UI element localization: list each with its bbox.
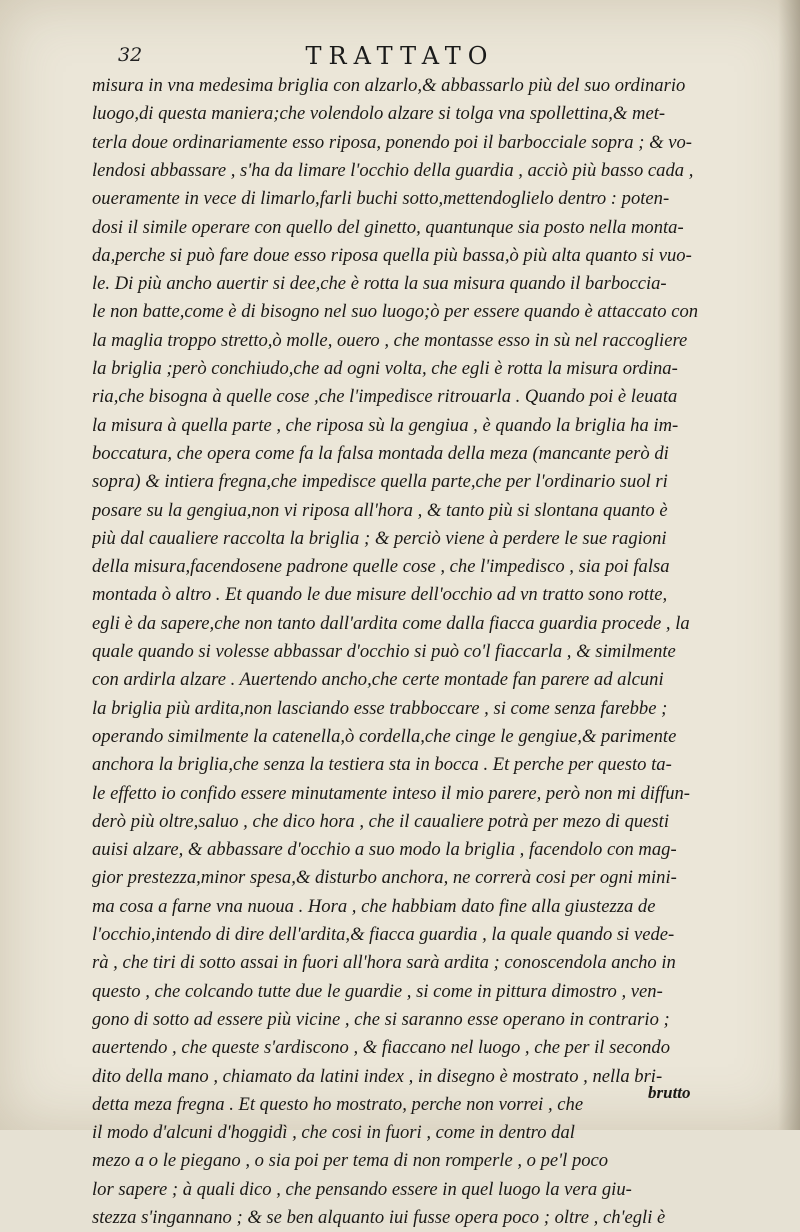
text-line: rà , che tiri di sotto assai in fuori all'hora sarà ardita ; conoscendola ancho in (92, 952, 676, 974)
text-line: con ardirla alzare . Auertendo ancho,che certe montade fan parere ad alcuni (92, 669, 664, 691)
text-line: il modo d'alcuni d'hoggidì , che cosi in fuori , come in dentro dal (92, 1122, 575, 1144)
text-line: le effetto io confido essere minutamente inteso il mio parere, però non mi diffun- (92, 782, 690, 804)
text-line: posare su la gengiua,non vi riposa all'hora , & tanto più si slontana quanto è (92, 499, 668, 521)
text-line: ma cosa a farne vna nuoua . Hora , che habbiam dato fine alla giustezza de (92, 895, 656, 917)
catchword: brutto (648, 1083, 691, 1102)
text-line: le non batte,come è di bisogno nel suo luogo;ò per essere quando è attaccato con (92, 301, 699, 323)
text-line: auertendo , che queste s'ardiscono , & fiaccano nel luogo , che per il secondo (92, 1037, 671, 1059)
text-line: gono di sotto ad essere più vicine , che si saranno esse operano in contrario ; (92, 1008, 670, 1030)
text-line: le. Di più ancho auertir si dee,che è rotta la sua misura quando il barboccia- (92, 273, 667, 295)
text-line: operando similmente la catenella,ò cordella,che cinge le gengiue,& parimente (92, 725, 677, 747)
running-title: TRATTATO (305, 42, 495, 70)
text-line: l'occhio,intendo di dire dell'ardita,& fiacca guardia , la quale quando si vede- (92, 924, 675, 945)
text-line: dosi il simile operare con quello del ginetto, quantunque sia posto nella monta- (92, 216, 684, 238)
text-line: più dal caualiere raccolta la briglia ; & perciò viene à perdere le sue ragioni (92, 527, 667, 549)
text-line: dito della mano , chiamato da latini index , in disegno è mostrato , nella bri- (92, 1065, 663, 1087)
text-line: la briglia ;però conchiudo,che ad ogni volta, che egli è rotta la misura ordina- (92, 358, 678, 379)
text-line: la briglia più ardita,non lasciando esse trabboccare , si come senza farebbe ; (92, 697, 668, 719)
text-line: sopra) & intiera fregna,che impedisce quella parte,che per l'ordinario suol ri (92, 471, 668, 493)
text-line: oueramente in vece di limarlo,farli buchi sotto,mettendoglielo dentro : poten- (92, 188, 670, 210)
text-line: la maglia troppo stretto,ò molle, ouero , che montasse esso in sù nel raccogliere (92, 329, 688, 351)
text-line: quale quando si volesse abbassar d'occhio si può co'l fiaccarla , & similmente (92, 641, 676, 662)
text-line: da,perche si può fare doue esso riposa quella più bassa,ò più alta quanto si vuo- (92, 244, 692, 266)
text-line: derò più oltre,saluo , che dico hora , che il caualiere potrà per mezo di questi (92, 810, 670, 832)
text-line: egli è da sapere,che non tanto dall'ardita come dalla fiacca guardia procede , la (92, 612, 690, 634)
text-line: misura in vna medesima briglia con alzarlo,& abbassarlo più del suo ordinario (92, 75, 686, 96)
text-line: montada ò altro . Et quando le due misure dell'occhio ad vn tratto sono rotte, (92, 584, 668, 606)
text-line: stezza s'ingannano ; & se ben alquanto iui fusse opera poco ; oltre , ch'egli è (92, 1207, 666, 1228)
text-line: boccatura, che opera come fa la falsa montada della meza (mancante però di (92, 442, 669, 464)
text-line: anchora la briglia,che senza la testiera sta in bocca . Et perche per questo ta- (92, 754, 672, 776)
text-line: la misura à quella parte , che riposa sù la gengiua , è quando la briglia ha im- (92, 414, 679, 436)
text-line: gior prestezza,minor spesa,& disturbo anchora, ne correrà cosi per ogni mini- (92, 867, 677, 889)
page-edge-shadow (778, 0, 800, 1130)
page-header (0, 42, 800, 76)
text-line: mezo a o le piegano , o sia poi per tema di non romperle , o pe'l poco (92, 1150, 609, 1172)
text-line: della misura,facendosene padrone quelle cose , che l'impedisco , sia poi falsa (92, 556, 670, 578)
text-line: auisi alzare, & abbassare d'occhio a suo modo la briglia , facendolo con mag- (92, 839, 677, 861)
text-line: lor sapere ; à quali dico , che pensando essere in quel luogo la vera giu- (92, 1178, 632, 1200)
text-line: detta meza fregna . Et questo ho mostrato, perche non vorrei , che (92, 1093, 584, 1115)
text-line: questo , che colcando tutte due le guardie , si come in pittura dimostro , ven- (92, 980, 663, 1002)
page-number: 32 (118, 44, 143, 66)
text-line: terla doue ordinariamente esso riposa, ponendo poi il barbocciale sopra ; & vo- (92, 131, 692, 153)
text-line: lendosi abbassare , s'ha da limare l'occhio della guardia , acciò più basso cada , (92, 159, 694, 181)
text-line: luogo,di questa maniera;che volendolo alzare si tolga vna spollettina,& met- (92, 103, 666, 125)
text-line: ria,che bisogna à quelle cose ,che l'impedisce ritrouarla . Quando poi è leuata (92, 386, 678, 408)
